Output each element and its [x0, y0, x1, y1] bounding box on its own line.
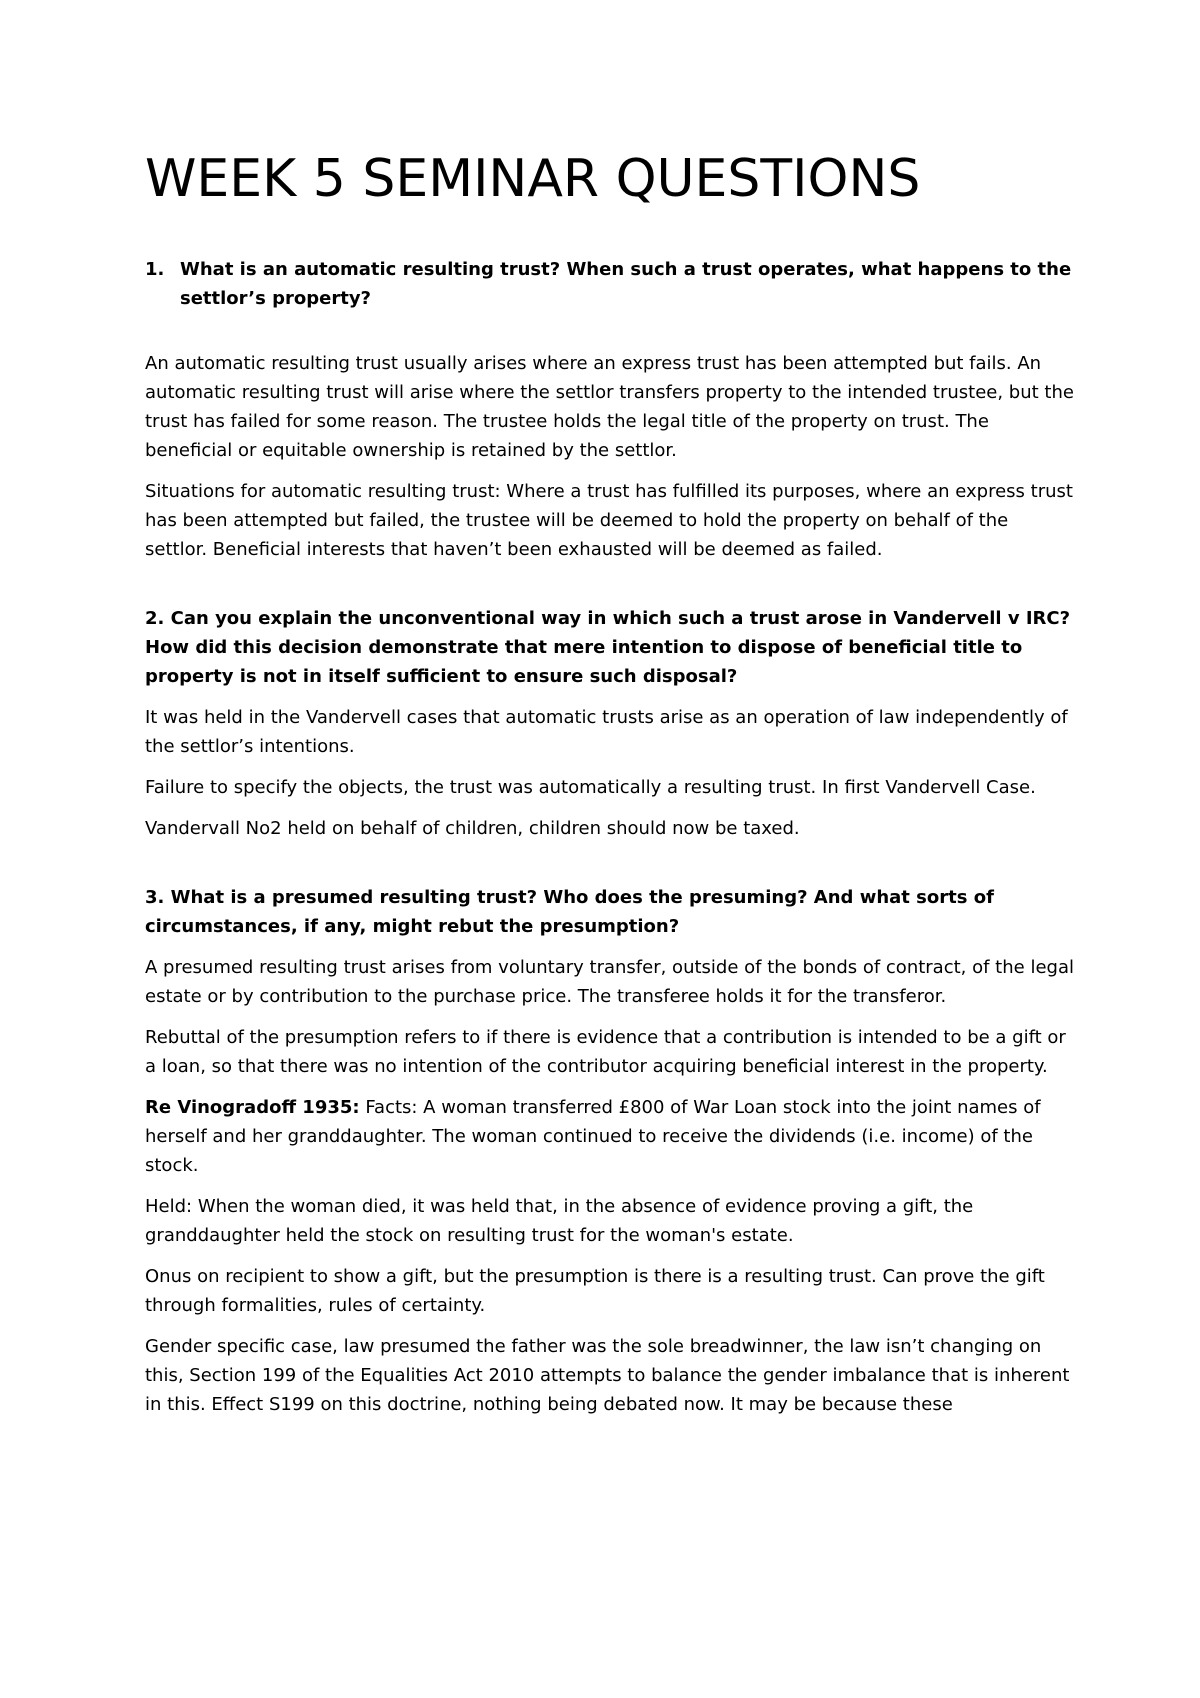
- document-body: [145, 255, 1075, 1431]
- q1-answer-paragraph: Situations for automatic resulting trust: Where a trust has fulfilled its purposes, where an express trust has been attempted but failed, the trustee will be deemed to hold the property on behalf of the settlor. Beneficial interests that haven’t been exhausted will be deemed as failed.: [145, 481, 1073, 560]
- case-name: Re Vinogradoff 1935:: [145, 1097, 360, 1118]
- case-facts: Facts: A woman transferred £800 of War Loan stock into the joint names of herself and her granddaughter. The woman continued to receive the dividends (i.e. income) of the stock.: [145, 1097, 1041, 1176]
- document-title: WEEK 5 SEMINAR QUESTIONS: [145, 149, 921, 209]
- question-1-number: 1.: [145, 259, 165, 280]
- q2-answer-paragraph: Vandervall No2 held on behalf of children, children should now be taxed.: [145, 818, 800, 839]
- q2-answer-paragraph: It was held in the Vandervell cases that automatic trusts arise as an operation of law independently of the settlor’s intentions.: [145, 707, 1068, 757]
- case-paragraph: [145, 1093, 1075, 1180]
- question-3-text: 3. What is a presumed resulting trust? Who does the presuming? And what sorts of circumstances, if any, might rebut the presumption?: [145, 887, 994, 937]
- q3-answer-paragraph: Rebuttal of the presumption refers to if there is evidence that a contribution is intended to be a gift or a loan, so that there was no intention of the contributor acquiring beneficial interest in the property.: [145, 1027, 1066, 1077]
- q1-answer-paragraph: An automatic resulting trust usually arises where an express trust has been attempted but fails. An automatic resulting trust will arise where the settlor transfers property to the intended trustee, but the trust has failed for some reason. The trustee holds the legal title of the property on trust. The beneficial or equitable ownership is retained by the settlor.: [145, 353, 1074, 461]
- question-1-text: What is an automatic resulting trust? When such a trust operates, what happens to the settlor’s property?: [180, 259, 1072, 309]
- document-page: [145, 0, 1075, 1698]
- q3-answer-paragraph: A presumed resulting trust arises from voluntary transfer, outside of the bonds of contract, of the legal estate or by contribution to the purchase price. The transferee holds it for the transferor.: [145, 957, 1074, 1007]
- q3-answer-paragraph: Gender specific case, law presumed the father was the sole breadwinner, the law isn’t changing on this, Section 199 of the Equalities Act 2010 attempts to balance the gender imbalance that is inherent in this. Effect S199 on this doctrine, nothing being debated now. It may be because these: [145, 1336, 1070, 1415]
- q2-answer-paragraph: Failure to specify the objects, the trust was automatically a resulting trust. In first Vandervell Case.: [145, 777, 1036, 798]
- q3-answer-paragraph: Onus on recipient to show a gift, but the presumption is there is a resulting trust. Can prove the gift through formalities, rules of certainty.: [145, 1266, 1045, 1316]
- question-2-text: 2. Can you explain the unconventional way in which such a trust arose in Vandervell v IRC? How did this decision demonstrate that mere intention to dispose of beneficial title to property is not in itself sufficient to ensure such disposal?: [145, 608, 1071, 687]
- q3-answer-paragraph: Held: When the woman died, it was held that, in the absence of evidence proving a gift, the granddaughter held the stock on resulting trust for the woman's estate.: [145, 1196, 974, 1246]
- question-1: [145, 255, 1075, 313]
